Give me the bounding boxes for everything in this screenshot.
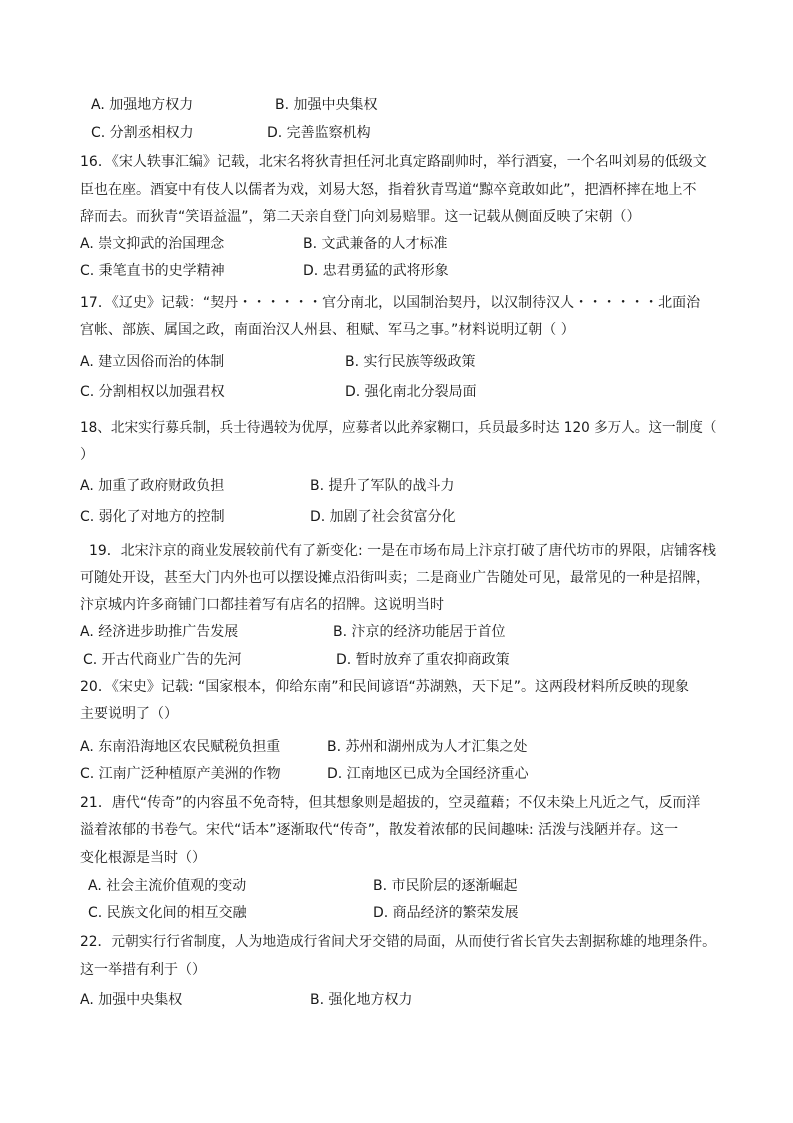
q19-stem-line: 汴京城内许多商铺门口都挂着写有店名的招牌。这说明当时 xyxy=(80,597,444,613)
q20-option-b: B. 苏州和湖州成为人才汇集之处 xyxy=(327,739,528,755)
q18-option-a: A. 加重了政府财政负担 xyxy=(80,478,225,494)
q17-stem-line: 17．《辽史》记载：“契丹・・・・・・官分南北，以国制治契丹，以汉制待汉人・・・・・・北面治 xyxy=(80,295,701,311)
q17-option-d: D. 强化南北分裂局面 xyxy=(345,384,477,400)
q19-option-b: B. 汴京的经济功能居于首位 xyxy=(333,624,506,640)
q20-stem-line: 主要说明了（） xyxy=(80,706,178,722)
q16-option-a: A. 崇文抑武的治国理念 xyxy=(80,236,225,252)
q15-option-b: B. 加强中央集权 xyxy=(275,97,378,113)
q22-stem-line: 22．元朝实行行省制度，人为地造成行省间犬牙交错的局面，从而使行省长官失去割据称雄的地理条件。 xyxy=(80,934,716,950)
q17-option-a: A. 建立因俗而治的体制 xyxy=(80,354,225,370)
q21-stem-line: 变化根源是当时（） xyxy=(80,850,206,866)
q18-option-b: B. 提升了军队的战斗力 xyxy=(310,478,455,494)
q16-stem-line: 辞而去。而狄青“笑语益温”，第二天亲自登门向刘易赔罪。这一记载从侧面反映了宋朝（） xyxy=(80,209,641,225)
q18-stem-line: 18、北宋实行募兵制，兵士待遇较为优厚，应募者以此养家糊口，兵员最多时达 120 多万人。这一制度（ xyxy=(80,420,717,436)
q17-option-c: C. 分割相权以加强君权 xyxy=(80,384,225,400)
q16-stem-line: 臣也在座。酒宴中有伎人以儒者为戏，刘易大怒，指着狄青骂道“黥卒竟敢如此”，把酒杯摔在地上不 xyxy=(80,182,697,198)
q19-option-a: A. 经济进步助推广告发展 xyxy=(80,624,239,640)
q15-option-d: D. 完善监察机构 xyxy=(267,125,371,141)
q20-option-a: A. 东南沿海地区农民赋税负担重 xyxy=(80,739,281,755)
q21-option-a: A. 社会主流价值观的变动 xyxy=(88,878,247,894)
q22-option-a: A. 加强中央集权 xyxy=(80,992,183,1008)
q18-stem-line: ） xyxy=(80,447,94,463)
q19-option-c: C. 开古代商业广告的先河 xyxy=(83,652,242,668)
q16-option-d: D. 忠君勇猛的武将形象 xyxy=(303,263,449,279)
q21-option-d: D. 商品经济的繁荣发展 xyxy=(373,905,519,921)
q21-option-b: B. 市民阶层的逐渐崛起 xyxy=(373,878,518,894)
q16-option-b: B. 文武兼备的人才标准 xyxy=(303,236,448,252)
q17-stem-line: 宫帐、部族、属国之政，南面治汉人州县、租赋、军马之事。”材料说明辽朝（ ） xyxy=(80,322,575,338)
q15-option-c: C. 分割丞相权力 xyxy=(91,125,194,141)
q16-option-c: C. 秉笔直书的史学精神 xyxy=(80,263,225,279)
q21-stem-line: 溢着浓郁的书卷气。宋代“话本”逐渐取代“传奇”，散发着浓郁的民间趣味: 活泼与浅陋并存。这一 xyxy=(80,822,679,838)
q20-option-d: D. 江南地区已成为全国经济重心 xyxy=(327,766,529,782)
q22-option-b: B. 强化地方权力 xyxy=(310,992,413,1008)
q19-stem-line: 可随处开设，甚至大门内外也可以摆设摊点沿街叫卖；二是商业广告随处可见，最常见的一种是招牌， xyxy=(80,570,710,586)
q21-option-c: C. 民族文化间的相互交融 xyxy=(88,905,247,921)
q22-stem-line: 这一举措有利于（） xyxy=(80,962,206,978)
q15-option-a: A. 加强地方权力 xyxy=(91,97,194,113)
q17-option-b: B. 实行民族等级政策 xyxy=(345,354,476,370)
q21-stem-line: 21．唐代“传奇”的内容虽不免奇特，但其想象则是超拔的，空灵蕴藉；不仅未染上凡近之气，反而洋 xyxy=(80,795,701,811)
q20-option-c: C. 江南广泛种植原产美洲的作物 xyxy=(80,766,281,782)
q18-option-d: D. 加剧了社会贫富分化 xyxy=(310,509,456,525)
q16-stem-line: 16．《宋人轶事汇编》记载，北宋名将狄青担任河北真定路副帅时，举行酒宴，一个名叫刘易的低级文 xyxy=(80,154,707,170)
q18-option-c: C. 弱化了对地方的控制 xyxy=(80,509,225,525)
q19-option-d: D. 暂时放弃了重农抑商政策 xyxy=(336,652,510,668)
q19-stem-line: 19．北宋汴京的商业发展较前代有了新变化: 一是在市场布局上汴京打破了唐代坊市的界限，店铺客栈 xyxy=(89,543,716,559)
q20-stem-line: 20．《宋史》记载: “国家根本，仰给东南”和民间谚语“苏湖熟，天下足”。这两段材料所反映的现象 xyxy=(80,679,689,695)
